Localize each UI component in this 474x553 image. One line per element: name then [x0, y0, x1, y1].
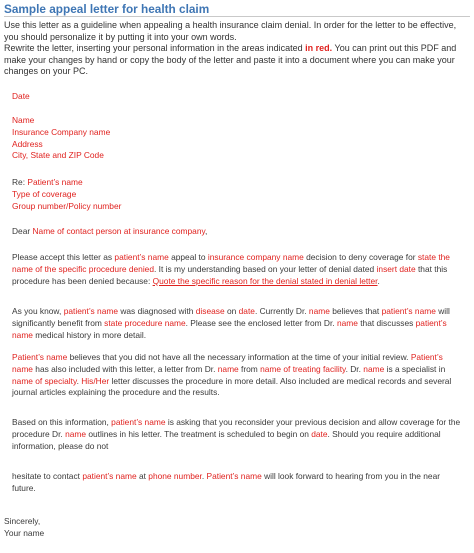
letter-text: has also included with this letter, a letter from Dr. [32, 363, 218, 374]
paragraph-5 [12, 471, 466, 495]
letter-text: appeal to [168, 252, 208, 262]
letter-text: . [201, 471, 207, 481]
letter-text: . [377, 275, 380, 286]
placeholder-field: date [311, 428, 328, 439]
placeholder-field: His/Her [81, 375, 110, 386]
placeholder-field: disease [195, 306, 225, 316]
letter-text: Rewrite the letter, inserting your personal information in the areas indicated [4, 43, 306, 54]
field-date: Date [12, 91, 30, 101]
letter-text: on [224, 306, 239, 316]
letter-text: is a specialist in [384, 363, 446, 374]
letter-text: Based on this information, [12, 417, 112, 427]
placeholder-field: Patient’s name [12, 352, 68, 362]
paragraph-3 [12, 352, 466, 399]
letter-text: believes that [329, 306, 382, 316]
placeholder-field: insert date [376, 263, 416, 274]
placeholder-field: Patient’s name [206, 471, 262, 481]
placeholder-field: name of specialty [12, 375, 77, 386]
paragraph-4 [12, 417, 466, 452]
letter-text: was diagnosed with [118, 306, 196, 316]
field-insurance-company: Insurance Company name [12, 126, 111, 137]
letter-text: will significantly benefit from [12, 306, 450, 328]
placeholder-field: name [336, 317, 358, 328]
letter-text: Re: [12, 177, 28, 187]
placeholder-field: phone number [148, 471, 202, 481]
placeholder-field: patient’s name [111, 417, 166, 427]
field-name: Name [12, 115, 35, 125]
letter-text: . [76, 375, 82, 386]
placeholder-field: name of treating facility [260, 363, 346, 374]
placeholder-field: state the name of the specific procedure denied [12, 252, 450, 274]
letter-text: Please accept this letter as [12, 252, 115, 262]
letter-text: . Dr. [345, 363, 364, 374]
recipient-address-block [12, 115, 466, 162]
intro-line-1: Use this letter as a guideline when appealing a health insurance claim denial. In order for the letter to be effective, you should personalize it by putting it into your own words. [4, 20, 457, 42]
re-line [12, 177, 466, 189]
placeholder-field: name [217, 363, 239, 374]
letter-text: Dear [12, 226, 33, 236]
placeholder-field: patient’s name [114, 252, 169, 262]
letter-text: You can print out this PDF and make your changes by hand or copy the body of the letter and paste it into a document where you can make your changes on your PC. [4, 43, 457, 77]
field-type-of-coverage: Type of coverage [12, 188, 77, 199]
letter-text: letter discusses the procedure in more detail. Also included are medical records and several journal articles explaining the procedure and the results. [12, 375, 452, 398]
letter-text: will look forward to hearing from you in the near future. [12, 471, 441, 493]
field-denial-reason: Quote the specific reason for the denial stated in denial letter [152, 275, 378, 286]
placeholder-field: insurance company name [207, 252, 304, 262]
closing-sincerely: Sincerely, [4, 516, 41, 526]
date-block [12, 91, 466, 103]
title-divider [4, 16, 470, 17]
paragraph-1 [12, 252, 466, 287]
paragraph-2 [12, 306, 466, 341]
field-patient-name: Patient’s name [27, 177, 83, 187]
salutation [12, 226, 466, 238]
placeholder-field: name [363, 363, 385, 374]
placeholder-field: patient’s name [82, 471, 137, 481]
placeholder-field: state procedure name [104, 317, 186, 328]
placeholder-field: date [238, 306, 255, 316]
intro-line-2 [4, 43, 470, 78]
letter-text: outlines in his letter. The treatment is scheduled to begin on [86, 428, 312, 439]
placeholder-field: name [65, 428, 87, 439]
field-contact-person: Name of contact person at insurance company [32, 226, 206, 236]
field-your-name: Your name [4, 528, 45, 538]
letter-text: . Please see the enclosed letter from Dr. [185, 317, 337, 328]
letter-text: from [238, 363, 261, 374]
letter-text: hesitate to contact [12, 471, 83, 481]
letter-text: at [136, 471, 149, 481]
field-city-state-zip: City, State and ZIP Code [12, 150, 104, 161]
letter-text: , [205, 226, 208, 236]
placeholder-field: patient’s name [12, 317, 447, 340]
letter-text: As you know, [12, 306, 64, 316]
placeholder-field: name [308, 306, 330, 316]
letter-text: believes that you did not have all the necessary information at the time of your initial review. [67, 352, 411, 362]
placeholder-field: patient’s name [63, 306, 119, 316]
document-title: Sample appeal letter for health claim [4, 2, 210, 16]
letter-text: that discusses [357, 317, 416, 328]
placeholder-field: Patient’s name [12, 352, 443, 374]
placeholder-field: patient’s name [381, 306, 436, 316]
field-group-policy-number: Group number/Policy number [12, 200, 122, 211]
letter-text: that this procedure has been denied because: [12, 263, 448, 286]
letter-text: medical history in more detail. [32, 329, 147, 340]
intro-instructions [4, 20, 470, 78]
letter-text: . It is my understanding based on your letter of denial dated [154, 263, 377, 274]
field-address: Address [12, 138, 43, 149]
letter-text: . Currently Dr. [254, 306, 309, 316]
letter-text: decision to deny coverage for [303, 252, 418, 262]
re-block [12, 177, 466, 212]
letter-text: . Should you require additional information, please do not [12, 428, 441, 451]
in-red-highlight: in red. [305, 43, 333, 54]
letter-text: is asking that you reconsider your previous decision and allow coverage for the procedure Dr. [12, 417, 461, 439]
